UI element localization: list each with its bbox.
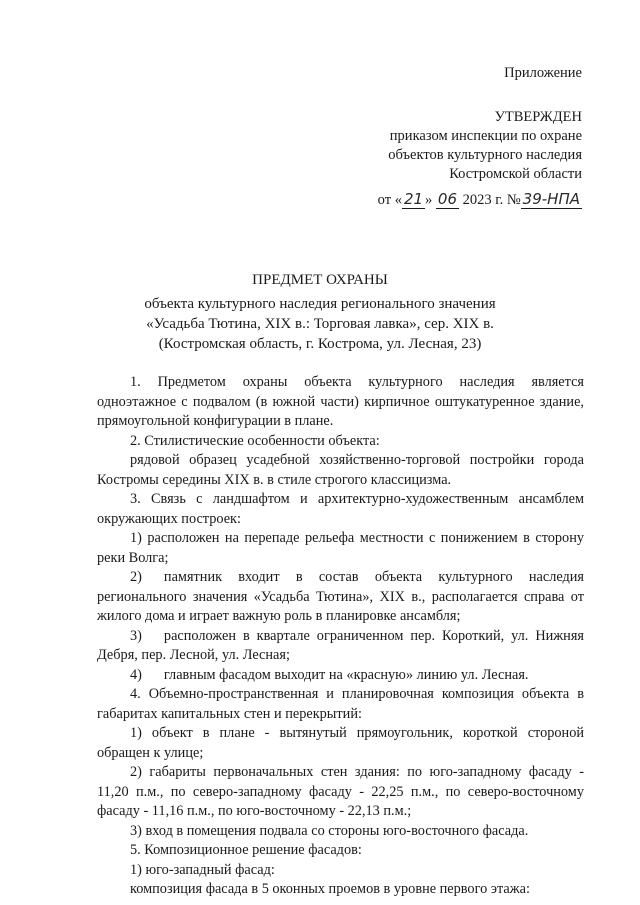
document-heading: ПРЕДМЕТ ОХРАНЫ <box>252 272 388 288</box>
date-mid: » <box>425 192 433 208</box>
paragraph-5-1: 1) юго-западный фасад: <box>130 861 275 878</box>
item-number: 3) <box>130 627 142 644</box>
item-number: 2) <box>130 569 142 585</box>
date-day: 21 <box>403 190 424 208</box>
paragraph-4: 4. Объемно-пространственная и планировочная композиция объекта в габаритах капитальных стен и перекрытий: <box>97 686 584 722</box>
paragraph-3-2 <box>97 568 584 627</box>
paragraph-5: 5. Композиционное решение фасадов: <box>130 842 362 858</box>
paragraph-3: 3. Связь с ландшафтом и архитектурно-художественным ансамблем окружающих построек: <box>97 491 584 527</box>
paragraph-4-2: 2) габариты первоначальных стен здания: по юго-западному фасаду - 11,20 п.м., по северо-западному фасаду - 22,25 п.м., по северо-восточному фасаду - 11,16 п.м., по юго-восточному - 22,13 п.м.; <box>97 764 584 819</box>
paragraph-3-1: 1) расположен на перепаде рельефа местности с понижением в сторону реки Волга; <box>97 530 584 566</box>
item-text: главным фасадом выходит на «красную» линию ул. Лесная. <box>163 666 529 683</box>
doc-number: 39-НПА <box>522 190 580 208</box>
order-line-3: Костромской области <box>449 166 582 182</box>
title-line-1: объекта культурного наследия регионального значения <box>144 296 496 312</box>
paragraph-2a: рядовой образец усадебной хозяйственно-торговой постройки города Костромы середины XIX в. в стиле строгого классицизма. <box>97 452 584 488</box>
order-line-2: объектов культурного наследия <box>388 147 582 163</box>
title-line-2: «Усадьба Тютина, XIX в.: Торговая лавка», сер. XIX в. <box>146 316 494 332</box>
item-number: 4) <box>130 666 142 683</box>
date-month: 06 <box>437 190 458 208</box>
approved-label: УТВЕРЖДЕН <box>494 109 582 125</box>
date-year: 2023 г. № <box>462 192 521 208</box>
date-prefix: от « <box>377 192 402 208</box>
paragraph-4-3: 3) вход в помещения подвала со стороны юго-восточного фасада. <box>130 822 529 839</box>
order-line-1: приказом инспекции по охране <box>389 128 582 144</box>
paragraph-1: 1. Предметом охраны объекта культурного наследия является одноэтажное с подвалом (в южной части) кирпичное оштукатуренное здание, прямоугольной конфигурации в плане. <box>97 374 584 429</box>
document-body <box>97 373 584 900</box>
title-line-3: (Костромская область, г. Кострома, ул. Лесная, 23) <box>158 336 482 352</box>
appendix-label: Приложение <box>504 65 582 81</box>
paragraph-3-3 <box>97 627 584 666</box>
paragraph-3-4 <box>97 666 584 686</box>
paragraph-4-1: 1) объект в плане - вытянутый прямоугольник, короткой стороной обращен к улице; <box>97 725 584 761</box>
item-text: расположен в квартале ограниченном пер. Короткий, ул. Нижняя Дебря, пер. Лесной, ул. Лесная; <box>97 627 584 663</box>
paragraph-2: 2. Стилистические особенности объекта: <box>130 432 380 449</box>
item-text: памятник входит в состав объекта культурного наследия регионального значения «Усадьба Тютина», XIX в., располагается справа от жилого дома и играет важную роль в планировке ансамбля; <box>97 569 584 624</box>
paragraph-5-1a: композиция фасада в 5 оконных проемов в уровне первого этажа: <box>130 881 530 897</box>
order-date-line <box>378 189 582 210</box>
